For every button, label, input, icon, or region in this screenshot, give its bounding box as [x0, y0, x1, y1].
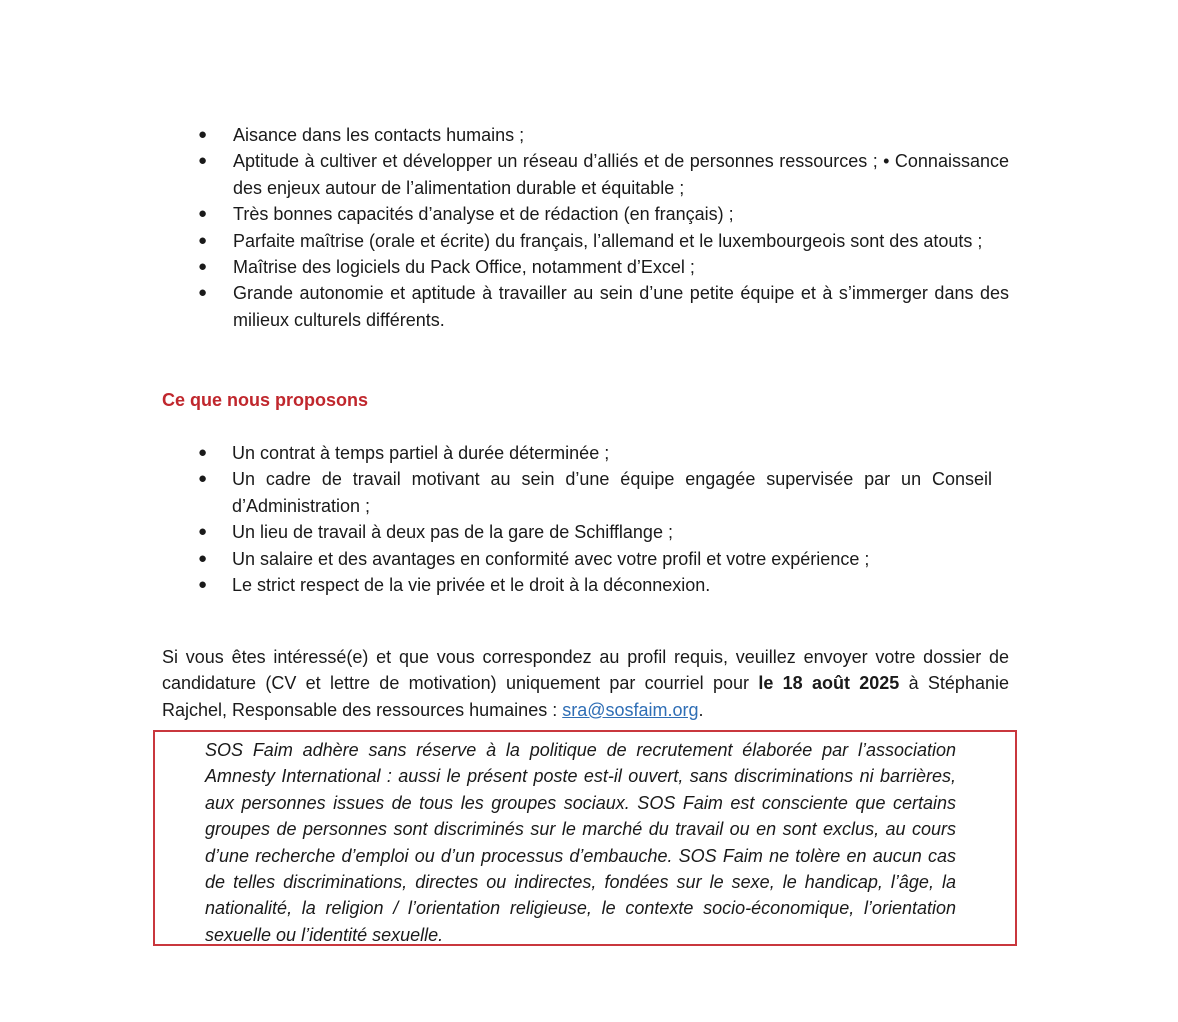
bullet-icon: ●: [198, 576, 208, 594]
application-text: Si vous êtes intéressé(e) et que vous correspondez au profil requis, veuillez envoyer votre dossier de candidature (CV et lettre de motivation) uniquement par courriel pour: [162, 647, 1009, 694]
list-item: [198, 280, 1009, 333]
application-text: .: [698, 699, 704, 720]
bullet-icon: ●: [198, 231, 208, 249]
application-paragraph: [162, 644, 1009, 723]
list-item: [198, 519, 992, 545]
list-item-text: Le strict respect de la vie privée et le droit à la déconnexion.: [232, 575, 711, 596]
list-item-text: Un lieu de travail à deux pas de la gare de Schifflange ;: [232, 522, 673, 543]
offer-heading: Ce que nous proposons: [162, 390, 369, 410]
list-item-text: Un cadre de travail motivant au sein d’une équipe engagée supervisée par un Conseil d’Administration ;: [232, 469, 992, 516]
list-item-text: Aisance dans les contacts humains ;: [233, 125, 525, 145]
list-item-text: Un contrat à temps partiel à durée déterminée ;: [232, 443, 610, 463]
list-item: [198, 440, 992, 466]
bullet-icon: ●: [198, 126, 208, 143]
application-deadline: le 18 août 2025: [758, 673, 900, 694]
list-item-text: Très bonnes capacités d’analyse et de rédaction (en français) ;: [233, 204, 734, 225]
list-item: [198, 546, 992, 572]
list-item-text: Grande autonomie et aptitude à travailler au sein d’une petite équipe et à s’immerger dans des milieux culturels différents.: [233, 283, 1009, 330]
skills-list: [198, 122, 1009, 333]
bullet-icon: ●: [198, 470, 208, 488]
bullet-icon: ●: [198, 152, 208, 170]
list-item: [198, 122, 1009, 148]
list-item-text: Aptitude à cultiver et développer un réseau d’alliés et de personnes ressources ; • Connaissance des enjeux autour de l’alimentation durable et équitable ;: [233, 151, 1009, 198]
list-item: [198, 254, 1009, 280]
bullet-icon: ●: [198, 549, 208, 567]
non-discrimination-notice: [153, 730, 1017, 946]
bullet-icon: ●: [198, 205, 208, 223]
list-item-text: Parfaite maîtrise (orale et écrite) du français, l’allemand et le luxembourgeois sont des atouts ;: [233, 230, 983, 251]
list-item: [198, 201, 1009, 227]
list-item: [198, 228, 1009, 254]
offer-list: [198, 440, 992, 598]
bullet-icon: ●: [198, 258, 208, 276]
application-text: à Stéphanie Rajchel, Responsable des ressources humaines :: [162, 673, 1009, 720]
email-link[interactable]: sra@sosfaim.org: [562, 699, 699, 720]
bullet-icon: ●: [198, 284, 208, 302]
notice-text: SOS Faim adhère sans réserve à la politique de recrutement élaborée par l’association Amnesty International : aussi le présent poste est-il ouvert, sans discriminations ni barrières, aux personnes issues de tous les groupes sociaux. SOS Faim est consciente que certains groupes de personnes sont discriminés sur le marché du travail ou en sont exclus, au cours d’une recherche d’emploi ou d’un processus d’embauche. SOS Faim ne tolère en aucun cas de telles discriminations, directes ou indirectes, fondées sur le sexe, le handicap, l’âge, la nationalité, la religion / l’orientation religieuse, le contexte socio-économique, l’orientation sexuelle ou l’identité sexuelle.: [205, 740, 956, 945]
bullet-icon: ●: [198, 444, 208, 461]
list-item: [198, 572, 992, 598]
list-item: [198, 148, 1009, 201]
list-item-text: Un salaire et des avantages en conformité avec votre profil et votre expérience ;: [232, 548, 870, 569]
list-item: [198, 466, 992, 519]
bullet-icon: ●: [198, 523, 208, 541]
list-item-text: Maîtrise des logiciels du Pack Office, notamment d’Excel ;: [233, 257, 695, 278]
